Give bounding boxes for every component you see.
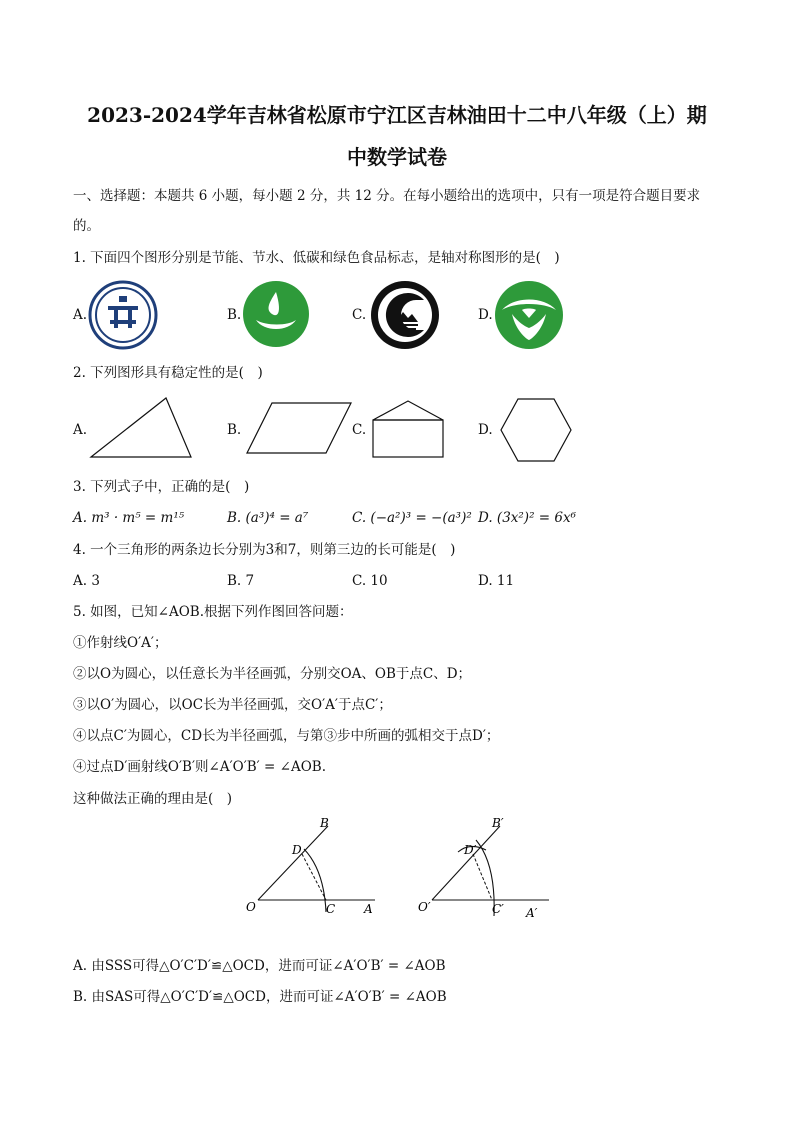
section-heading: 一、选择题：本题共 6 小题，每小题 2 分，共 12 分。在每小题给出的选项中，只有一项是符合题目要求 <box>73 188 701 204</box>
segment-cd <box>302 854 326 900</box>
q5-option-b: B. 由SAS可得△O′C′D′≌△OCD，进而可证∠A′O′B′ = ∠AOB <box>73 989 447 1005</box>
label-b: B <box>320 816 329 830</box>
q1-option-c-label: C. <box>352 307 367 323</box>
label-a-prime: A′ <box>526 906 538 920</box>
q5-step-1: ①作射线O′A′； <box>73 635 168 651</box>
q5-stem: 5. 如图，已知∠AOB.根据下列作图回答问题： <box>73 604 353 620</box>
label-c-prime: C′ <box>492 902 504 916</box>
label-d-prime: D′ <box>464 843 477 857</box>
arc-cd <box>304 849 326 912</box>
label-d: D <box>292 843 302 857</box>
label-o-prime: O′ <box>418 900 431 914</box>
green-food-logo <box>494 280 564 350</box>
q4-option-a: A. 3 <box>73 573 100 589</box>
title-line-1: 2023-2024学年吉林省松原市宁江区吉林油田十二中八年级（上）期 <box>87 103 707 127</box>
q5-step-5: ④过点D′画射线O′B′则∠A′O′B′ = ∠AOB. <box>73 759 326 775</box>
q1-option-d-label: D. <box>478 307 493 323</box>
low-carbon-logo <box>370 280 440 350</box>
segment-c-prime-d-prime <box>473 854 492 900</box>
q5-step-2: ②以O为圆心，以任意长为半径画弧，分别交OA、OB于点C、D； <box>73 666 472 682</box>
label-a: A <box>364 902 373 916</box>
section-heading-cont: 的。 <box>73 218 100 234</box>
ray-ob <box>258 826 328 900</box>
q1-option-b-label: B. <box>227 307 242 323</box>
label-b-prime: B′ <box>492 816 504 830</box>
q3-option-c: C. (−a²)³ = −(a³)² <box>352 510 472 526</box>
q1-option-a-label: A. <box>73 307 88 323</box>
q2-option-d-label: D. <box>478 422 493 438</box>
q2-option-a-label: A. <box>73 422 88 438</box>
q4-option-b: B. 7 <box>227 573 255 589</box>
q2-option-c-label: C. <box>352 422 367 438</box>
q4-option-c: C. 10 <box>352 573 388 589</box>
title-line-2: 中数学试卷 <box>347 145 447 169</box>
parallelogram-figure <box>244 400 354 456</box>
triangle-figure <box>88 395 198 461</box>
energy-saving-logo <box>88 280 158 350</box>
q4-stem: 4. 一个三角形的两条边长分别为3和7，则第三边的长可能是( ) <box>73 542 456 558</box>
label-c: C <box>326 902 336 916</box>
angle-aob-figure <box>240 812 385 922</box>
q2-stem: 2. 下列图形具有稳定性的是( ) <box>73 365 263 381</box>
hexagon-figure <box>498 396 574 464</box>
q3-stem: 3. 下列式子中，正确的是( ) <box>73 479 250 495</box>
q5-question: 这种做法正确的理由是( ) <box>73 791 233 807</box>
ray-o-prime-b-prime <box>432 826 500 900</box>
q3-option-a: A. m³ · m⁵ = m¹⁵ <box>73 510 185 526</box>
q5-step-4: ④以点C′为圆心，CD长为半径画弧，与第③步中所画的弧相交于点D′； <box>73 728 500 744</box>
q1-stem: 1. 下面四个图形分别是节能、节水、低碳和绿色食品标志，是轴对称图形的是( ) <box>73 250 560 266</box>
angle-a-prime-o-prime-b-prime-figure <box>414 812 559 922</box>
q5-step-3: ③以O′为圆心，以OC长为半径画弧，交O′A′于点C′； <box>73 697 392 713</box>
q3-option-d: D. (3x²)² = 6x⁶ <box>478 510 576 526</box>
house-shape-figure <box>370 398 446 460</box>
q4-option-d: D. 11 <box>478 573 515 589</box>
q5-option-a: A. 由SSS可得△O′C′D′≌△OCD，进而可证∠A′O′B′ = ∠AOB <box>73 958 446 974</box>
label-o: O <box>246 900 256 914</box>
water-saving-logo <box>242 280 310 348</box>
q3-option-b: B. (a³)⁴ = a⁷ <box>227 510 309 526</box>
q2-option-b-label: B. <box>227 422 242 438</box>
